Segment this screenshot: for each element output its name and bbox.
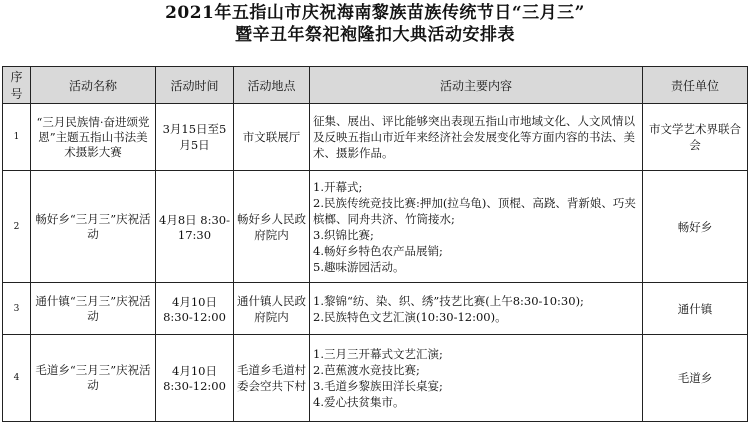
- content-line: 征集、展出、评比能够突出表现五指山市地域文化、人文风情以及反映五指山市近年来经济社会发展变化等方面内容的书法、美术、摄影作品。: [313, 114, 635, 160]
- activity-time: 4月10日 8:30-12:00: [156, 283, 234, 335]
- content-line: 1.黎锦“纺、染、织、绣”技艺比赛(上午8:30-10:30);: [313, 293, 584, 308]
- activity-name: 通什镇“三月三”庆祝活动: [31, 283, 156, 335]
- table-row: [3, 335, 748, 422]
- schedule-table: [2, 66, 748, 422]
- header-name: 活动名称: [31, 67, 156, 104]
- activity-place: 市文联展厅: [234, 104, 310, 171]
- activity-name: “三月民族情·奋进颂党恩”主题五指山书法美术摄影大赛: [31, 104, 156, 171]
- header-index: 序号: [3, 67, 31, 104]
- activity-time: 4月10日 8:30-12:00: [156, 335, 234, 422]
- content-line: 5.趣味游园活动。: [313, 259, 405, 274]
- content-line: 1.三月三开幕式文艺汇演;: [313, 347, 443, 361]
- header-place: 活动地点: [234, 67, 310, 104]
- activity-place: 通什镇人民政府院内: [234, 283, 310, 335]
- activity-name: 畅好乡“三月三”庆祝活动: [31, 171, 156, 283]
- content-line: 4.畅好乡特色农产品展销;: [313, 243, 443, 258]
- activity-time: 4月8日 8:30-17:30: [156, 171, 234, 283]
- row-index: 4: [3, 335, 31, 422]
- row-index: 1: [3, 104, 31, 171]
- content-line: 4.爱心扶贫集市。: [313, 395, 405, 409]
- activity-content: [310, 171, 643, 283]
- content-line: 3.毛道乡黎族田洋长桌宴;: [313, 379, 443, 393]
- table-header-row: [3, 67, 748, 104]
- header-content: 活动主要内容: [310, 67, 643, 104]
- title-line-2: 暨辛丑年祭祀袍隆扣大典活动安排表: [235, 25, 515, 45]
- activity-place: 畅好乡人民政府院内: [234, 171, 310, 283]
- activity-content: [310, 283, 643, 335]
- row-index: 3: [3, 283, 31, 335]
- table-row: [3, 104, 748, 171]
- table-row: [3, 171, 748, 283]
- content-line: 2.民族特色文艺汇演(10:30-12:00)。: [313, 309, 507, 324]
- activity-name: 毛道乡“三月三”庆祝活动: [31, 335, 156, 422]
- title-line-1: 2021年五指山市庆祝海南黎族苗族传统节日“三月三”: [165, 3, 585, 23]
- row-index: 2: [3, 171, 31, 283]
- header-time: 活动时间: [156, 67, 234, 104]
- activity-content: [310, 335, 643, 422]
- table-row: [3, 283, 748, 335]
- header-unit: 责任单位: [643, 67, 748, 104]
- activity-place: 毛道乡毛道村委会空共下村: [234, 335, 310, 422]
- activity-content: [310, 104, 643, 171]
- responsible-unit: 毛道乡: [643, 335, 748, 422]
- responsible-unit: 通什镇: [643, 283, 748, 335]
- content-line: 1.开幕式;: [313, 179, 363, 194]
- responsible-unit: 市文学艺术界联合会: [643, 104, 748, 171]
- document-title: [0, 2, 750, 46]
- content-line: 3.织锦比赛;: [313, 227, 374, 242]
- content-line: 2.民族传统竞技比赛:押加(拉乌龟)、顶棍、高跷、背新娘、巧夹槟榔、同舟共济、竹筒接水;: [313, 195, 636, 226]
- content-line: 2.芭蕉渡水竞技比赛;: [313, 363, 420, 377]
- activity-time: 3月15日至5月5日: [156, 104, 234, 171]
- responsible-unit: 畅好乡: [643, 171, 748, 283]
